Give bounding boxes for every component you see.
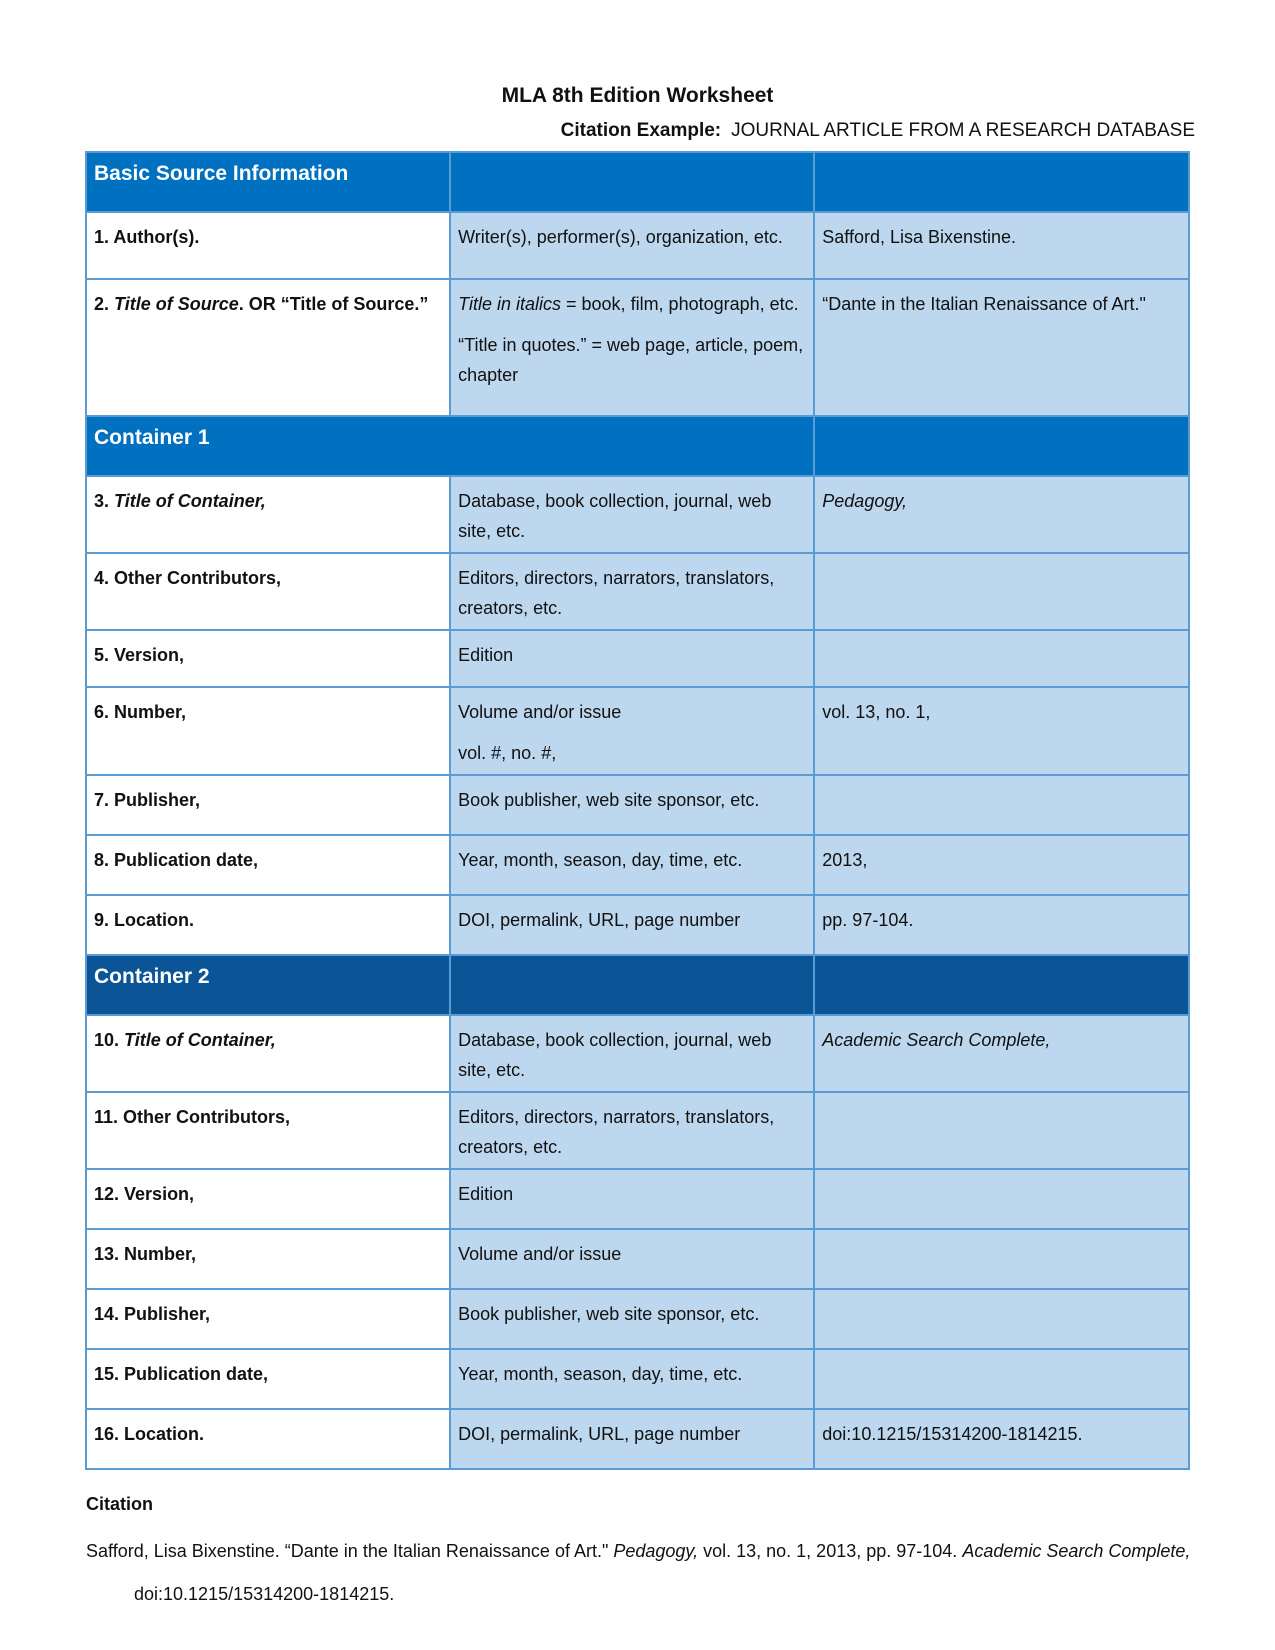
row-example: Academic Search Complete,: [814, 1015, 1189, 1092]
row-description: Book publisher, web site sponsor, etc.: [450, 1289, 814, 1349]
table-row: [86, 279, 1189, 416]
section-header-container-2: [86, 955, 1189, 1015]
row-label: 1. Author(s).: [86, 212, 450, 279]
table-row: [86, 1229, 1189, 1289]
row-label: 3. Title of Container,: [86, 476, 450, 553]
row-example: [814, 1092, 1189, 1169]
row-label: 11. Other Contributors,: [86, 1092, 450, 1169]
row-example: [814, 1169, 1189, 1229]
citation-example: [561, 120, 1195, 142]
row-label: 2. Title of Source. OR “Title of Source.”: [86, 279, 450, 416]
row-label: 13. Number,: [86, 1229, 450, 1289]
row-description: Year, month, season, day, time, etc.: [450, 1349, 814, 1409]
row-label: 9. Location.: [86, 895, 450, 955]
table-row: [86, 895, 1189, 955]
table-row: [86, 835, 1189, 895]
row-description: Editors, directors, narrators, translators, creators, etc.: [450, 553, 814, 630]
table-row: [86, 212, 1189, 279]
row-example: [814, 1349, 1189, 1409]
row-label: 4. Other Contributors,: [86, 553, 450, 630]
table-row: [86, 775, 1189, 835]
row-description: Volume and/or issue: [450, 1229, 814, 1289]
worksheet-table: [85, 151, 1190, 1470]
citation-text: Safford, Lisa Bixenstine. “Dante in the Italian Renaissance of Art." Pedagogy, vol. 13, no. 1, 2013, pp. 97-104. Academic Search Complete, doi:10.1215/15314200-1814215.: [86, 1541, 1191, 1604]
row-label: 6. Number,: [86, 687, 450, 775]
row-example: 2013,: [814, 835, 1189, 895]
row-example: “Dante in the Italian Renaissance of Art.": [814, 279, 1189, 416]
table-row: [86, 476, 1189, 553]
table-row: [86, 1409, 1189, 1469]
row-description: Database, book collection, journal, web site, etc.: [450, 1015, 814, 1092]
table-row: [86, 1289, 1189, 1349]
section-title: Container 2: [86, 955, 450, 1015]
row-label: 12. Version,: [86, 1169, 450, 1229]
table-row: [86, 1349, 1189, 1409]
row-example: pp. 97-104.: [814, 895, 1189, 955]
citation-example-value: JOURNAL ARTICLE FROM A RESEARCH DATABASE: [731, 120, 1195, 141]
row-example: [814, 775, 1189, 835]
row-description: Edition: [450, 630, 814, 687]
section-header-container-1: [86, 416, 1189, 476]
citation-heading: Citation: [86, 1494, 153, 1514]
page-title: MLA 8th Edition Worksheet: [501, 84, 774, 107]
table-row: [86, 630, 1189, 687]
row-example: [814, 553, 1189, 630]
row-example: vol. 13, no. 1,: [814, 687, 1189, 775]
citation-example-label: Citation Example:: [560, 120, 722, 141]
row-label: 14. Publisher,: [86, 1289, 450, 1349]
row-description: Book publisher, web site sponsor, etc.: [450, 775, 814, 835]
row-example: [814, 630, 1189, 687]
section-header-basic: [86, 152, 1189, 212]
row-description: Edition: [450, 1169, 814, 1229]
row-description: Database, book collection, journal, web site, etc.: [450, 476, 814, 553]
row-example: Safford, Lisa Bixenstine.: [814, 212, 1189, 279]
row-label: 15. Publication date,: [86, 1349, 450, 1409]
row-label: 7. Publisher,: [86, 775, 450, 835]
row-example: Pedagogy,: [814, 476, 1189, 553]
table-row: [86, 687, 1189, 775]
row-description: Title in italics = book, film, photograph, etc. “Title in quotes.” = web page, article, poem, chapter: [450, 279, 814, 416]
row-label: 5. Version,: [86, 630, 450, 687]
row-description: DOI, permalink, URL, page number: [450, 895, 814, 955]
row-label: 10. Title of Container,: [86, 1015, 450, 1092]
table-row: [86, 553, 1189, 630]
table-row: [86, 1169, 1189, 1229]
row-description: DOI, permalink, URL, page number: [450, 1409, 814, 1469]
row-description: Year, month, season, day, time, etc.: [450, 835, 814, 895]
table-row: [86, 1092, 1189, 1169]
row-example: [814, 1289, 1189, 1349]
row-description: Volume and/or issue vol. #, no. #,: [450, 687, 814, 775]
row-description: Editors, directors, narrators, translators, creators, etc.: [450, 1092, 814, 1169]
section-title: Basic Source Information: [86, 152, 450, 212]
row-label: 16. Location.: [86, 1409, 450, 1469]
section-title: Container 1: [86, 416, 814, 476]
row-example: doi:10.1215/15314200-1814215.: [814, 1409, 1189, 1469]
row-description: Writer(s), performer(s), organization, etc.: [450, 212, 814, 279]
table-row: [86, 1015, 1189, 1092]
row-example: [814, 1229, 1189, 1289]
row-label: 8. Publication date,: [86, 835, 450, 895]
